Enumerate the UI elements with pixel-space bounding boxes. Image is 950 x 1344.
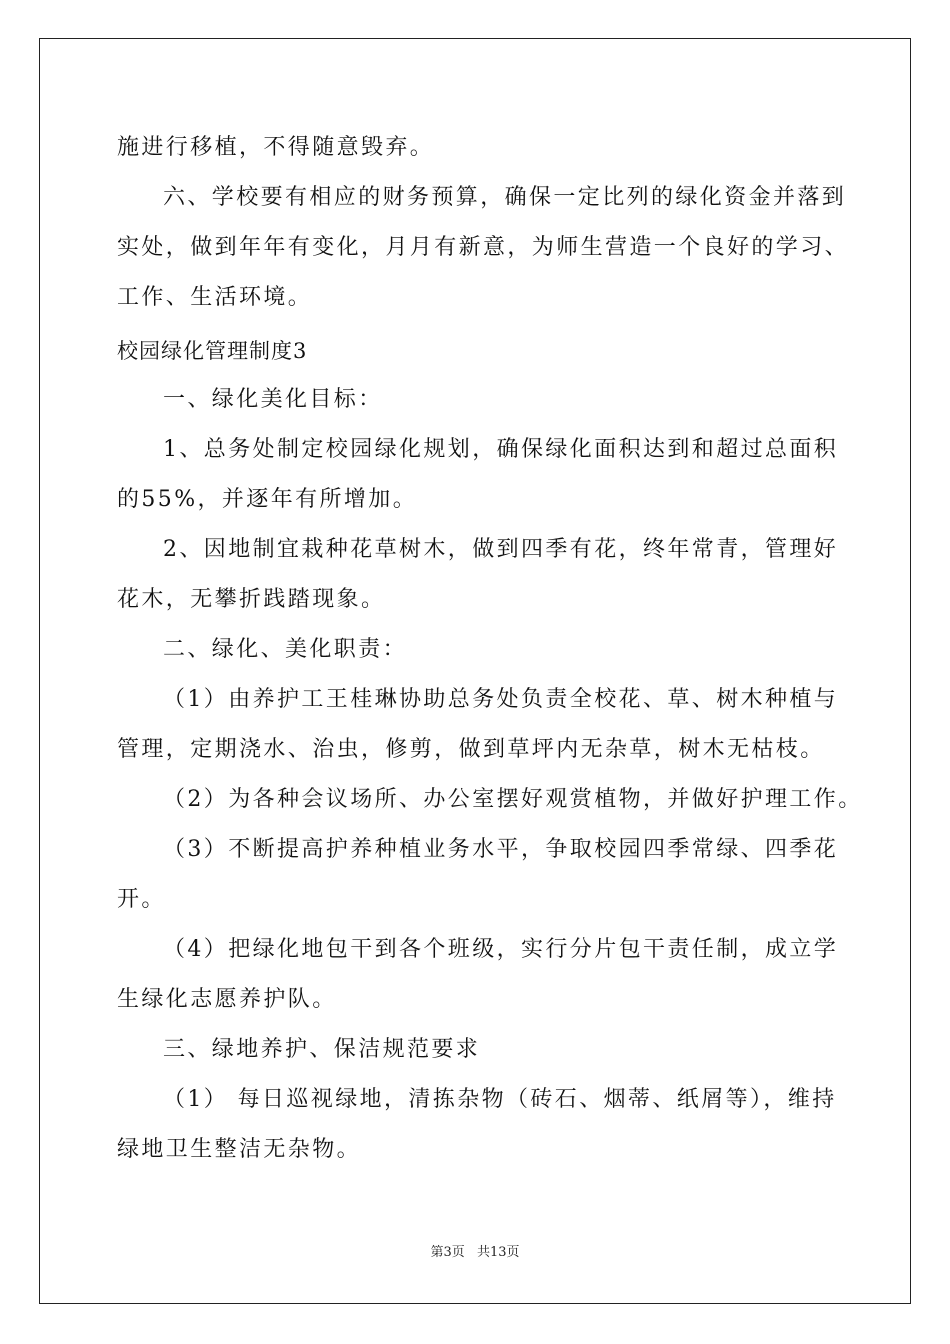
page-number: 第3页	[430, 1245, 465, 1260]
paragraph-line: 管理，定期浇水、治虫，修剪，做到草坪内无杂草，树木无枯枝。	[117, 737, 825, 762]
paragraph-line: 绿地卫生整洁无杂物。	[117, 1137, 362, 1162]
paragraph-line: （2）为各种会议场所、办公室摆好观赏植物，并做好护理工作。	[163, 787, 863, 812]
paragraph-line: 一、绿化美化目标：	[163, 387, 383, 412]
paragraph-line: 工作、生活环境。	[117, 285, 313, 310]
paragraph-line: （1）由养护工王桂琳协助总务处负责全校花、草、树木种植与	[163, 687, 839, 712]
section-title: 校园绿化管理制度3	[117, 339, 308, 363]
paragraph-line: （3）不断提高护养种植业务水平，争取校园四季常绿、四季花	[163, 837, 839, 862]
paragraph-line: 花木，无攀折践踏现象。	[117, 587, 386, 612]
paragraph-line: 实处，做到年年有变化，月月有新意，为师生营造一个良好的学习、	[117, 235, 850, 260]
paragraph-line: （1） 每日巡视绿地，清拣杂物（砖石、烟蒂、纸屑等），维持	[163, 1087, 837, 1112]
paragraph-line: （4）把绿化地包干到各个班级，实行分片包干责任制，成立学	[163, 937, 839, 962]
total-pages: 共13页	[476, 1245, 520, 1260]
paragraph-line: 施进行移植，不得随意毁弃。	[117, 135, 435, 160]
paragraph-line: 的55%，并逐年有所增加。	[117, 487, 418, 512]
paragraph-line: 1、总务处制定校园绿化规划，确保绿化面积达到和超过总面积	[163, 437, 839, 462]
paragraph-line: 二、绿化、美化职责：	[163, 637, 408, 662]
paragraph-line: 三、绿地养护、保洁规范要求	[163, 1037, 481, 1062]
paragraph-line: 2、因地制宜栽种花草树木，做到四季有花，终年常青，管理好	[163, 537, 839, 562]
page-footer	[0, 1244, 950, 1262]
paragraph-line: 开。	[117, 887, 166, 912]
paragraph-line: 生绿化志愿养护队。	[117, 987, 337, 1012]
paragraph-line: 六、学校要有相应的财务预算，确保一定比列的绿化资金并落到	[163, 185, 847, 210]
